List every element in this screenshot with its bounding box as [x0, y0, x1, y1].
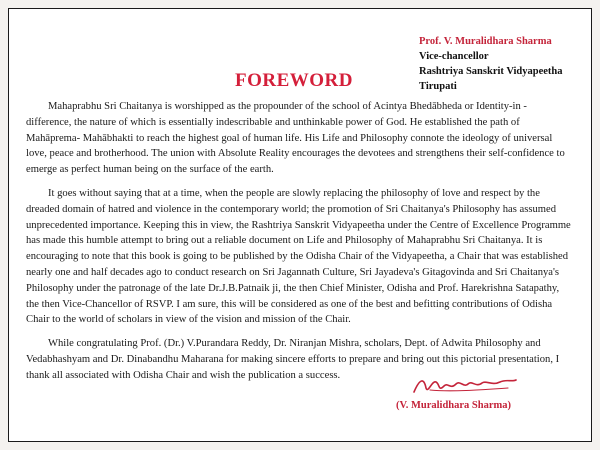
signatory-name: (V. Muralidhara Sharma) — [396, 400, 512, 411]
page-title: FOREWORD — [235, 70, 353, 91]
sender-designation: Vice-chancellor — [419, 51, 489, 62]
sender-place: Tirupati — [419, 81, 457, 92]
paragraph-1: Mahaprabhu Sri Chaitanya is worshipped as the propounder of the school of Acintya Bhedābheda or Identity-in -difference, the nature of which is essentially indescribable and unthinkable power of God. He established the path of Mahāprema- Mahābhakti to reach the highest goal of human life. His Life and Philosophy connote the ideology of universal love, peace and brotherhood. The union with Absolute Reality encourages the devotees and strengthens their self-confidence to emerge as perfect human being on the surface of the earth. — [26, 101, 565, 176]
paragraph-3: While congratulating Prof. (Dr.) V.Purandara Reddy, Dr. Niranjan Mishra, scholars, Dept. of Adwita Philosophy and Vedabhashyam and Dr. Dinabandhu Maharana for making sincere efforts to prepare and bring out this pictorial presentation, I thank all associated with Odisha Chair and wish the publication a success. — [26, 338, 560, 381]
signature-block — [396, 374, 576, 414]
foreword-body — [26, 99, 572, 392]
sender-institution: Rashtriya Sanskrit Vidyapeetha — [419, 66, 563, 77]
paragraph-2: It goes without saying that at a time, when the people are slowly replacing the philosophy of love and respect by the dreaded domain of hatred and violence in the contemporary world; the promotion of Sri Chaitanya's Philosophy has assumed unprecedented importance. Keeping this in view, the Rashtriya Sanskrit Vidyapeetha under the Centre of Excellence Programme has made this humble attempt to bring out a reliable document on Life and Philosophy of Mahaprabhu Sri Chaitanya. It is encouraging to note that this book is going to be published by the Odisha Chair of the Vidyapeetha, a Chair that was established nearly one and half decades ago to conduct research on Sri Jagannath Culture, Sri Jayadeva's Gitagovinda and Sri Chaitanya's Philosophy under the patronage of the late Dr.J.B.Patnaik ji, the then Chief Minister, Odisha and Prof. Harekrishna Satapathy, the then Vice-Chancellor of RSVP. I am sure, this will be considered as one of the best and befitting contributions of Odisha Chair to the world of scholars in view of the vision and mission of the Chair. — [26, 187, 571, 326]
sender-name: Prof. V. Muralidhara Sharma — [419, 36, 552, 47]
handwritten-signature — [410, 374, 520, 398]
